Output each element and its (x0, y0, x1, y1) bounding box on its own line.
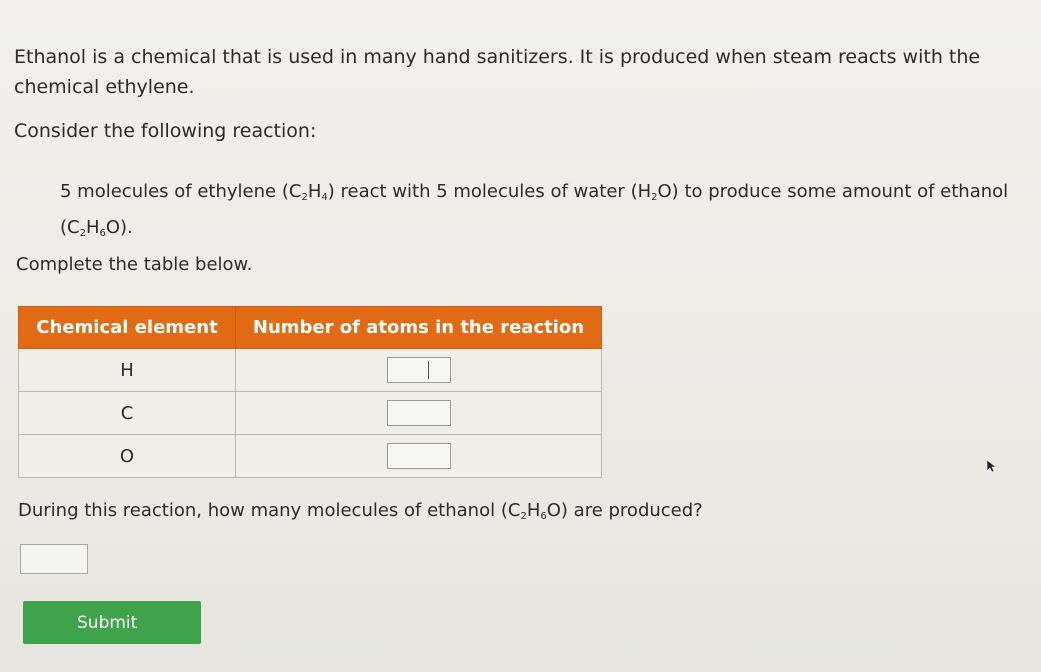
table-header-row (19, 307, 602, 349)
table-row (19, 435, 602, 478)
ethanol-formula: $(C_2H_6O)$. (60, 217, 133, 239)
intro-paragraph: Ethanol is a chemical that is used in many hand sanitizers. It is produced when steam reacts with the chemical ethylene. (14, 46, 981, 98)
atoms-table (18, 306, 602, 478)
table-row (19, 349, 602, 392)
ethylene-formula: $(C_2H_4)$ (281, 181, 335, 203)
c-atoms-input[interactable] (387, 400, 451, 426)
h-atoms-input[interactable] (387, 357, 451, 383)
reaction-description (60, 177, 1020, 249)
ethanol-question (18, 500, 703, 522)
o-atoms-input[interactable] (387, 443, 451, 469)
question-suffix: are produced? (573, 500, 703, 521)
reaction-part1: 5 molecules of ethylene (60, 181, 277, 202)
element-cell: H (19, 349, 236, 392)
element-cell: C (19, 392, 236, 435)
complete-instruction: Complete the table below. (16, 254, 253, 275)
submit-button[interactable]: Submit (23, 601, 201, 644)
element-cell: O (19, 435, 236, 478)
value-cell (236, 435, 602, 478)
question-ethanol-formula: $(C_2H_6O)$ (500, 500, 568, 522)
question-text: During this reaction, how many molecules of ethanol (18, 500, 496, 521)
mouse-pointer-icon (986, 459, 996, 473)
value-cell (236, 392, 602, 435)
header-number-of-atoms: Number of atoms in the reaction (236, 307, 602, 349)
ethanol-molecules-input[interactable] (20, 544, 88, 574)
reaction-part2: react with 5 molecules of water (340, 181, 625, 202)
table-row (19, 392, 602, 435)
reaction-part3: to produce some amount of ethanol (684, 181, 1009, 202)
water-formula: $(H_2O)$ (630, 181, 679, 203)
header-chemical-element: Chemical element (19, 307, 236, 349)
consider-heading: Consider the following reaction: (14, 120, 317, 142)
value-cell (236, 349, 602, 392)
